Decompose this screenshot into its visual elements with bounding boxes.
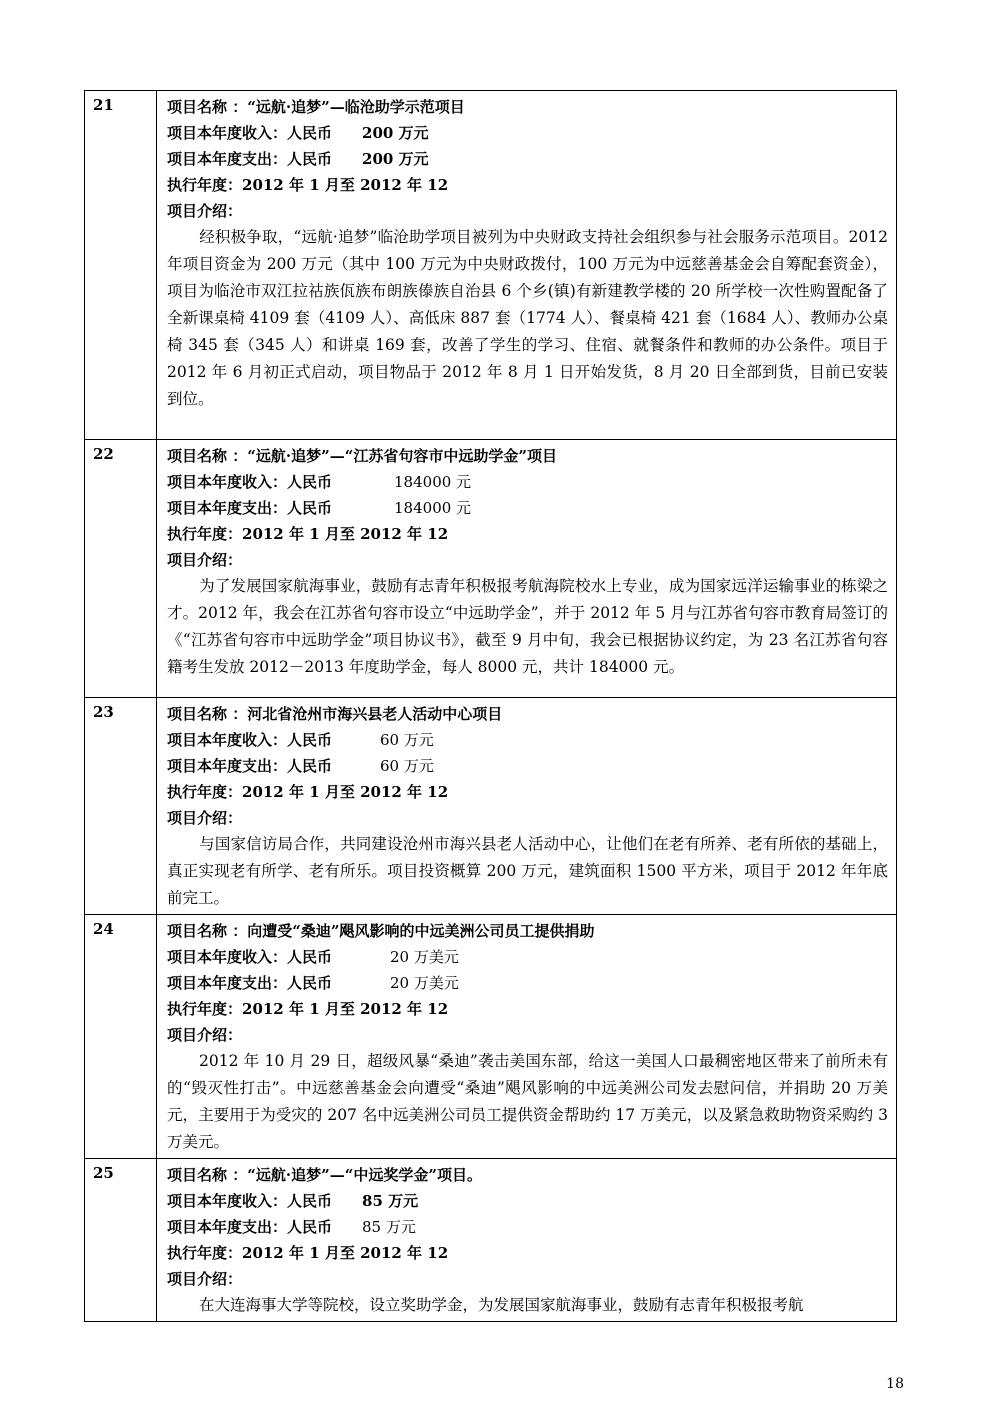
project-period: 执行年度：2012 年 1 月至 2012 年 12	[167, 1244, 449, 1262]
project-intro-label: 项目介绍：	[167, 1026, 243, 1044]
expense-amount: 60 万元	[380, 757, 434, 775]
project-intro-text: 为了发展国家航海事业，鼓励有志青年积极报考航海院校水上专业，成为国家远洋运输事业的栋梁之才。2012 年，我会在江苏省句容市设立“中远助学金”，并于 2012 年 5 月与江苏省句容市教育局签订的《“江苏省句容市中远助学金”项目协议书》，截至 9 月中旬，我会已根据协议约定，为 23 名江苏省句容籍考生发放 2012－2013 年度助学金，每人 8000 元，共计 184000 元。	[167, 577, 888, 676]
project-number: 24	[85, 915, 157, 1159]
project-name: 项目名称 ：“远航·追梦”—“江苏省句容市中远助学金”项目	[167, 447, 557, 465]
project-income	[167, 469, 888, 495]
project-period: 执行年度：2012 年 1 月至 2012 年 12	[167, 525, 449, 543]
income-amount: 60 万元	[380, 731, 434, 749]
project-number: 23	[85, 698, 157, 915]
project-content	[157, 698, 897, 915]
project-expense	[167, 753, 888, 779]
project-income	[167, 120, 888, 146]
income-amount: 85 万元	[362, 1192, 419, 1210]
project-name: 项目名称 ：河北省沧州市海兴县老人活动中心项目	[167, 705, 503, 723]
income-amount: 200 万元	[362, 124, 429, 142]
expense-amount: 20 万美元	[390, 974, 459, 992]
project-intro	[167, 1048, 888, 1156]
project-intro	[167, 224, 888, 413]
project-number: 21	[85, 91, 157, 440]
project-period: 执行年度：2012 年 1 月至 2012 年 12	[167, 176, 449, 194]
project-number: 25	[85, 1159, 157, 1322]
project-expense	[167, 495, 888, 521]
project-table	[84, 90, 897, 1322]
project-period: 执行年度：2012 年 1 月至 2012 年 12	[167, 1000, 449, 1018]
project-intro-text: 经积极争取，“远航·追梦”临沧助学项目被列为中央财政支持社会组织参与社会服务示范项目。2012 年项目资金为 200 万元（其中 100 万元为中央财政拨付，100 万元为中远慈善基金会自筹配套资金），项目为临沧市双江拉祜族佤族布朗族傣族自治县 6 个乡(镇)有新建教学楼的 20 所学校一次性购置配备了全新课桌椅 4109 套（4109 人）、高低床 887 套（1774 人）、餐桌椅 421 套（1684 人）、教师办公桌椅 345 套（345 人）和讲桌 169 套，改善了学生的学习、住宿、就餐条件和教师的办公条件。项目于 2012 年 6 月初正式启动，项目物品于 2012 年 8 月 1 日开始发货，8 月 20 日全部到货，目前已安装到位。	[167, 228, 888, 408]
project-expense	[167, 970, 888, 996]
project-content	[157, 915, 897, 1159]
project-intro-text: 与国家信访局合作，共同建设沧州市海兴县老人活动中心，让他们在老有所养、老有所依的基础上，真正实现老有所学、老有所乐。项目投资概算 200 万元，建筑面积 1500 平方米，项目于 2012 年年底前完工。	[167, 835, 888, 907]
project-intro-text: 在大连海事大学等院校，设立奖助学金，为发展国家航海事业，鼓励有志青年积极报考航	[199, 1296, 804, 1314]
project-number: 22	[85, 440, 157, 698]
project-row-23	[85, 698, 897, 915]
project-intro-label: 项目介绍：	[167, 1270, 243, 1288]
expense-label: 项目本年度支出：人民币	[167, 974, 333, 992]
income-label: 项目本年度收入：人民币	[167, 1192, 333, 1210]
project-period: 执行年度：2012 年 1 月至 2012 年 12	[167, 783, 449, 801]
income-amount: 20 万美元	[390, 948, 459, 966]
project-row-22	[85, 440, 897, 698]
income-label: 项目本年度收入：人民币	[167, 731, 333, 749]
project-intro-label: 项目介绍：	[167, 809, 243, 827]
project-name: 项目名称 ：“远航·追梦”—临沧助学示范项目	[167, 98, 465, 116]
income-label: 项目本年度收入：人民币	[167, 948, 333, 966]
project-content	[157, 1159, 897, 1322]
page-number: 18	[886, 1376, 904, 1392]
project-intro-text: 2012 年 10 月 29 日，超级风暴“桑迪”袭击美国东部，给这一美国人口最稠密地区带来了前所未有的“毁灭性打击”。中远慈善基金会向遭受“桑迪”飓风影响的中远美洲公司发去慰问信，并捐助 20 万美元，主要用于为受灾的 207 名中远美洲公司员工提供资金帮助约 17 万美元，以及紧急救助物资采购约 3 万美元。	[167, 1052, 888, 1151]
expense-amount: 85 万元	[362, 1218, 416, 1236]
expense-amount: 184000 元	[394, 499, 472, 517]
expense-label: 项目本年度支出：人民币	[167, 757, 333, 775]
income-label: 项目本年度收入：人民币	[167, 124, 333, 142]
project-income	[167, 727, 888, 753]
expense-label: 项目本年度支出：人民币	[167, 499, 333, 517]
income-amount: 184000 元	[394, 473, 472, 491]
project-intro	[167, 573, 888, 681]
project-expense	[167, 146, 888, 172]
expense-label: 项目本年度支出：人民币	[167, 1218, 333, 1236]
project-content	[157, 440, 897, 698]
project-name: 项目名称 ：向遭受“桑迪”飓风影响的中远美洲公司员工提供捐助	[167, 922, 595, 940]
project-row-24	[85, 915, 897, 1159]
project-intro-label: 项目介绍：	[167, 551, 243, 569]
project-name: 项目名称 ：“远航·追梦”—“中远奖学金”项目。	[167, 1166, 482, 1184]
expense-amount: 200 万元	[362, 150, 429, 168]
income-label: 项目本年度收入：人民币	[167, 473, 333, 491]
project-content	[157, 91, 897, 440]
project-intro	[167, 831, 888, 912]
project-intro-label: 项目介绍：	[167, 202, 243, 220]
project-income	[167, 944, 888, 970]
project-row-25	[85, 1159, 897, 1322]
project-expense	[167, 1214, 888, 1240]
expense-label: 项目本年度支出：人民币	[167, 150, 333, 168]
project-intro	[167, 1292, 888, 1319]
project-row-21	[85, 91, 897, 440]
project-income	[167, 1188, 888, 1214]
